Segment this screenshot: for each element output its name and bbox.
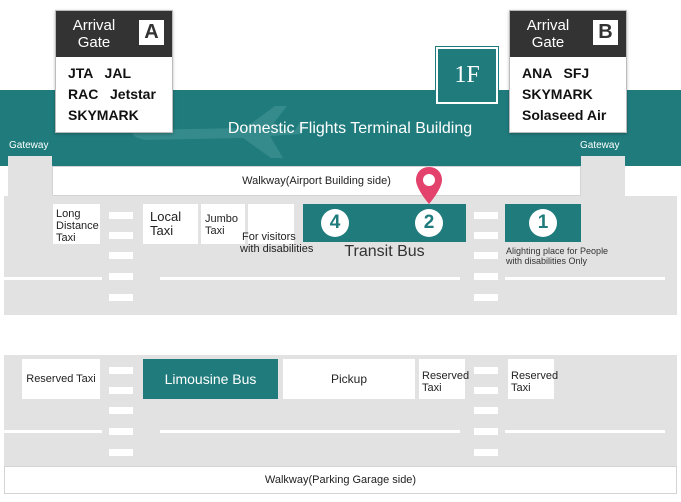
local-taxi-stand[interactable] xyxy=(143,204,198,244)
gate-a-title-line-2: Gate xyxy=(77,34,111,51)
reserved-taxi-right-line-1: Reserved xyxy=(511,370,559,382)
lane-line xyxy=(505,277,665,280)
crosswalk-stripe xyxy=(474,407,498,414)
alighting-note-line-1: Alighting place for People xyxy=(506,246,609,256)
floor-badge: 1F xyxy=(436,47,498,104)
gateway-right-label: Gateway xyxy=(580,140,620,151)
visitors-disabilities-line-2: with disabilities xyxy=(240,243,314,255)
stop-4-badge: 4 xyxy=(321,209,349,237)
crosswalk-stripe xyxy=(109,232,133,239)
gateway-left-label: Gateway xyxy=(9,140,49,151)
reserved-taxi-right-line-2: Taxi xyxy=(511,382,531,394)
terminal-building-title: Domestic Flights Terminal Building xyxy=(227,120,473,137)
crosswalk-stripe xyxy=(474,252,498,259)
location-pin-icon xyxy=(414,166,444,206)
long-distance-taxi-stand[interactable] xyxy=(53,204,100,244)
alighting-note-line-2: with disabilities Only xyxy=(506,256,588,266)
gate-a-airline-row: RAC Jetstar xyxy=(68,86,156,102)
arrival-gate-a-card xyxy=(55,10,173,133)
gate-a-airline-row: SKYMARK xyxy=(68,107,139,123)
limousine-bus-stop[interactable]: Limousine Bus xyxy=(143,359,278,399)
gate-b-airlines xyxy=(510,57,626,132)
crosswalk-stripe xyxy=(474,428,498,435)
crosswalk-stripe xyxy=(474,367,498,374)
crosswalk-stripe xyxy=(109,273,133,280)
crosswalk-stripe xyxy=(474,232,498,239)
jumbo-taxi-label-1: Jumbo xyxy=(205,213,239,225)
gate-b-airline-row: ANA SFJ xyxy=(522,65,590,81)
gate-b-title-line-1: Arrival xyxy=(526,17,570,34)
arrival-gate-b-card xyxy=(509,10,627,133)
visitors-disabilities-line-1: For visitors xyxy=(242,231,296,243)
crosswalk-stripe xyxy=(109,294,133,301)
crosswalk-stripe xyxy=(474,212,498,219)
gate-b-airline-row: Solaseed Air xyxy=(522,107,607,123)
gate-a-airlines xyxy=(56,57,172,132)
crosswalk-stripe xyxy=(109,407,133,414)
long-distance-taxi-label-3: Taxi xyxy=(56,232,76,244)
gate-a-airline-row: JTA JAL xyxy=(68,65,132,81)
gate-a-title-line-1: Arrival xyxy=(72,17,116,34)
gate-b-title-line-2: Gate xyxy=(531,34,565,51)
gate-b-letter: B xyxy=(593,20,618,45)
crosswalk-stripe xyxy=(474,387,498,394)
crosswalk-stripe xyxy=(474,294,498,301)
reserved-taxi-mid-line-1: Reserved xyxy=(422,370,470,382)
gate-b-title xyxy=(510,17,586,51)
transit-bus-label: Transit Bus xyxy=(344,243,425,260)
gate-a-header xyxy=(56,11,172,57)
local-taxi-label-2: Taxi xyxy=(150,223,174,238)
crosswalk-stripe xyxy=(474,273,498,280)
walkway-parking-side: Walkway(Parking Garage side) xyxy=(4,466,677,494)
local-taxi-label-1: Local xyxy=(150,209,182,224)
lane-line xyxy=(4,430,102,433)
crosswalk-stripe xyxy=(109,387,133,394)
long-distance-taxi-label-2: Distance xyxy=(56,220,99,232)
pickup-area[interactable]: Pickup xyxy=(283,359,415,399)
jumbo-taxi-stand[interactable] xyxy=(201,204,245,244)
gate-b-header xyxy=(510,11,626,57)
lane-line xyxy=(505,430,665,433)
reserved-taxi-right-stand[interactable] xyxy=(508,359,559,399)
crosswalk-stripe xyxy=(109,428,133,435)
reserved-taxi-mid-stand[interactable] xyxy=(419,359,470,399)
lane-line xyxy=(160,430,460,433)
lane-line xyxy=(4,277,102,280)
long-distance-taxi-label-1: Long xyxy=(56,208,81,220)
crosswalk-stripe xyxy=(109,367,133,374)
reserved-taxi-left-stand[interactable]: Reserved Taxi xyxy=(22,359,100,399)
jumbo-taxi-label-2: Taxi xyxy=(205,225,225,237)
walkway-airport-side: Walkway(Airport Building side) xyxy=(52,166,581,196)
lane-line xyxy=(160,277,460,280)
median-strip xyxy=(0,315,681,355)
stop-2-badge: 2 xyxy=(415,209,443,237)
gate-a-title xyxy=(56,17,132,51)
stop-1-badge: 1 xyxy=(529,209,557,237)
crosswalk-stripe xyxy=(474,449,498,456)
crosswalk-stripe xyxy=(109,252,133,259)
gate-b-airline-row: SKYMARK xyxy=(522,86,593,102)
alighting-note xyxy=(506,246,608,266)
crosswalk-stripe xyxy=(109,212,133,219)
crosswalk-stripe xyxy=(109,449,133,456)
gate-a-letter: A xyxy=(139,20,164,45)
reserved-taxi-mid-line-2: Taxi xyxy=(422,382,442,394)
